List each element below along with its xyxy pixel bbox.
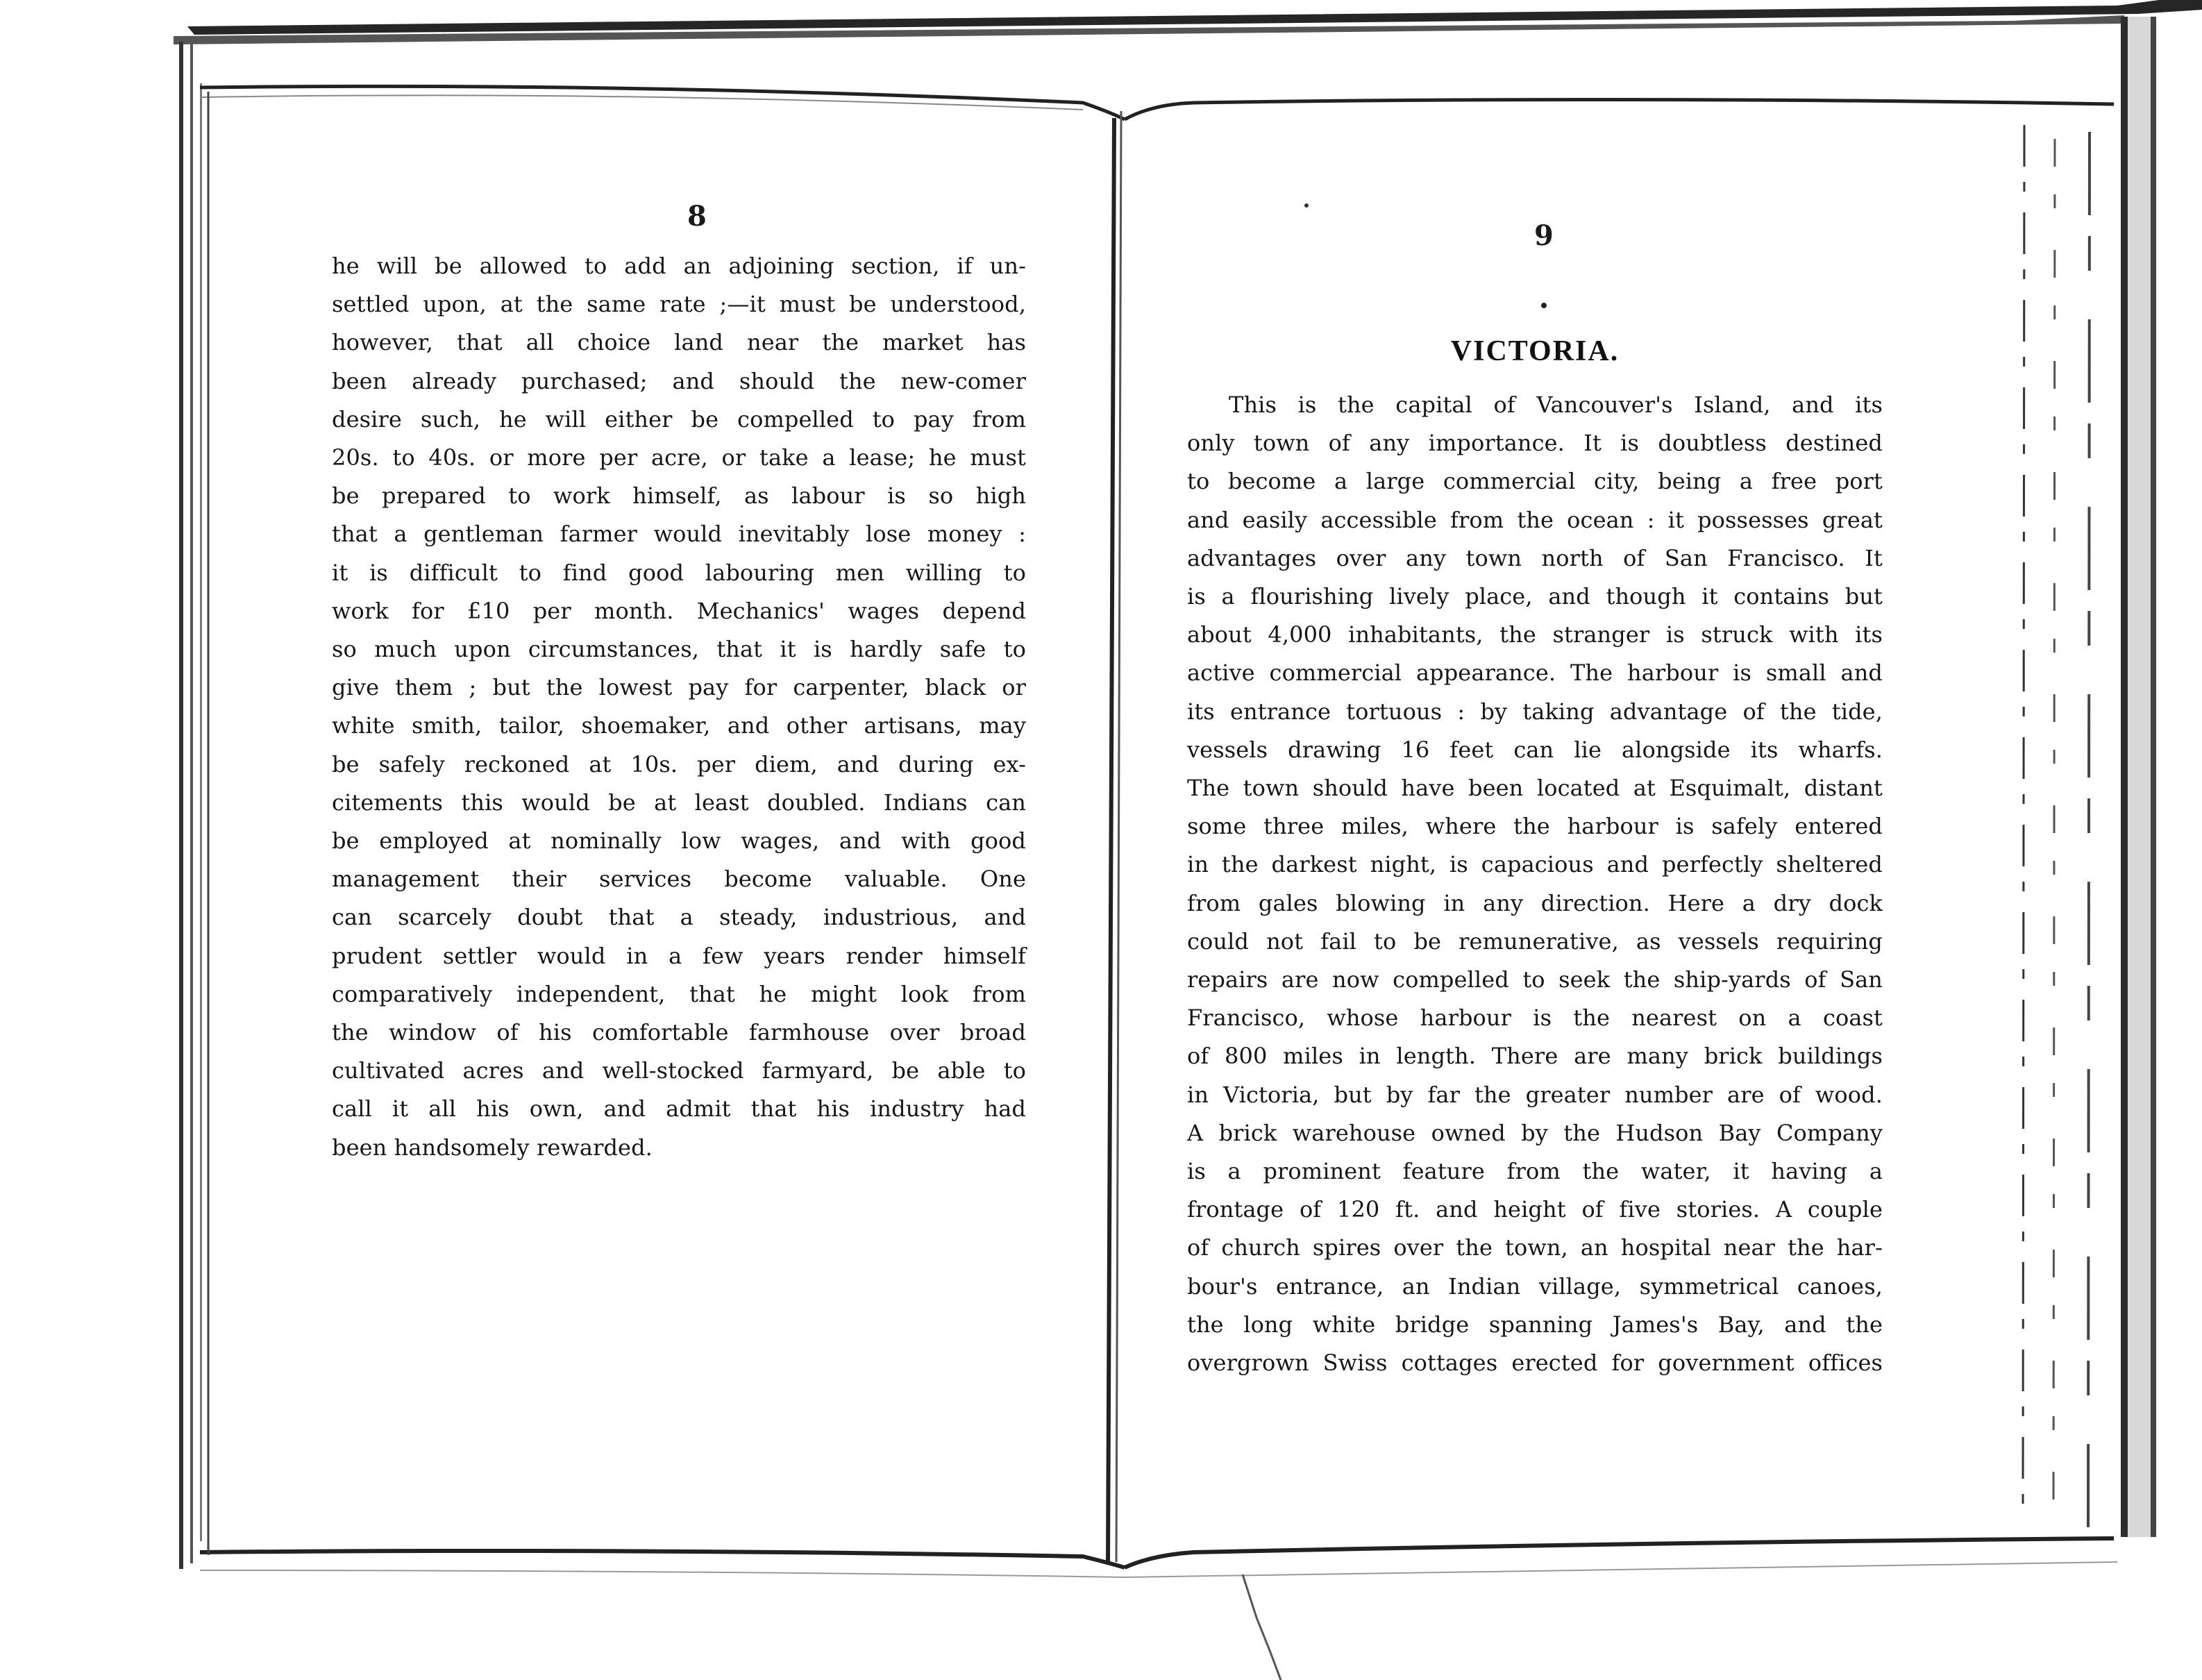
text-line: citements this would be at least doubled. Indians can [332, 789, 1026, 816]
text-line: be prepared to work himself, as labour is so high [332, 482, 1026, 510]
text-line: can scarcely doubt that a steady, industrious, and [332, 904, 1026, 931]
text-line: its entrance tortuous : by taking advantage of the tide, [1187, 698, 1883, 725]
text-line: repairs are now compelled to seek the ship-yards of San [1187, 966, 1883, 993]
section-heading: VICTORIA. [1450, 335, 1620, 367]
text-line: could not fail to be remunerative, as vessels requiring [1187, 927, 1883, 955]
text-line: is a prominent feature from the water, it having a [1187, 1158, 1883, 1185]
text-line: overgrown Swiss cottages erected for government offices [1187, 1350, 1883, 1377]
text-line: management their services become valuable. One [332, 866, 1026, 893]
text-line: of church spires over the town, an hospital near the har- [1187, 1234, 1883, 1261]
text-line: so much upon circumstances, that it is hardly safe to [332, 636, 1026, 663]
text-line: and easily accessible from the ocean : it possesses great [1187, 506, 1883, 533]
page-number-left: 8 [687, 200, 707, 233]
text-line: of 800 miles in length. There are many brick buildings [1187, 1043, 1883, 1070]
text-line: active commercial appearance. The harbour is small and [1187, 660, 1883, 687]
text-line: 20s. to 40s. or more per acre, or take a lease; he must [332, 444, 1026, 471]
text-line: comparatively independent, that he might look from [332, 980, 1026, 1007]
text-line: about 4,000 inhabitants, the stranger is struck with its [1187, 621, 1883, 648]
text-line: been handsomely rewarded. [332, 1134, 653, 1161]
text-line: been already purchased; and should the new-comer [332, 367, 1026, 394]
text-line: desire such, he will either be compelled to pay from [332, 405, 1026, 432]
text-line: advantages over any town north of San Francisco. It [1187, 544, 1883, 571]
text-line: frontage of 120 ft. and height of five stories. A couple [1187, 1196, 1883, 1223]
page-number-right: 9 [1534, 219, 1554, 252]
text-line: Francisco, whose harbour is the nearest on a coast [1187, 1005, 1883, 1032]
text-line: from gales blowing in any direction. Here a dry dock [1187, 889, 1883, 916]
text-line: give them ; but the lowest pay for carpenter, black or [332, 674, 1026, 701]
text-line: This is the capital of Vancouver's Island, and its [1229, 392, 1883, 418]
text-line: it is difficult to find good labouring men willing to [332, 559, 1026, 586]
text-line: to become a large commercial city, being a free port [1187, 468, 1883, 495]
text-line: white smith, tailor, shoemaker, and other artisans, may [332, 712, 1026, 739]
text-line: some three miles, where the harbour is safely entered [1187, 813, 1883, 840]
text-line: vessels drawing 16 feet can lie alongside its wharfs. [1187, 736, 1883, 763]
text-line: A brick warehouse owned by the Hudson Bay Company [1187, 1119, 1883, 1146]
text-line: in Victoria, but by far the greater number are of wood. [1187, 1081, 1883, 1108]
text-line: only town of any importance. It is doubtless destined [1187, 430, 1883, 457]
text-line: cultivated acres and well-stocked farmyard, be able to [332, 1057, 1026, 1084]
text-line: that a gentleman farmer would inevitably lose money : [332, 521, 1026, 548]
text-line: prudent settler would in a few years render himself [332, 942, 1026, 969]
right-page-body [1187, 386, 1883, 1382]
text-line: be employed at nominally low wages, and with good [332, 828, 1026, 855]
text-line: the window of his comfortable farmhouse over broad [332, 1019, 1026, 1046]
text-line: call it all his own, and admit that his industry had [332, 1095, 1026, 1123]
text-line: in the darkest night, is capacious and perfectly sheltered [1187, 851, 1883, 878]
text-line: settled upon, at the same rate ;—it must be understood, [332, 291, 1026, 318]
text-line: he will be allowed to add an adjoining section, if un- [332, 253, 1026, 279]
text-line: The town should have been located at Esquimalt, distant [1187, 775, 1883, 802]
text-line: however, that all choice land near the market has [332, 329, 1026, 356]
text-line: work for £10 per month. Mechanics' wages depend [332, 597, 1026, 624]
text-line: bour's entrance, an Indian village, symmetrical canoes, [1187, 1272, 1883, 1300]
text-line: be safely reckoned at 10s. per diem, and during ex- [332, 750, 1026, 778]
text-line: the long white bridge spanning James's Bay, and the [1187, 1311, 1883, 1338]
text-line: is a flourishing lively place, and though it contains but [1187, 583, 1883, 610]
left-page-body [332, 247, 1026, 1167]
